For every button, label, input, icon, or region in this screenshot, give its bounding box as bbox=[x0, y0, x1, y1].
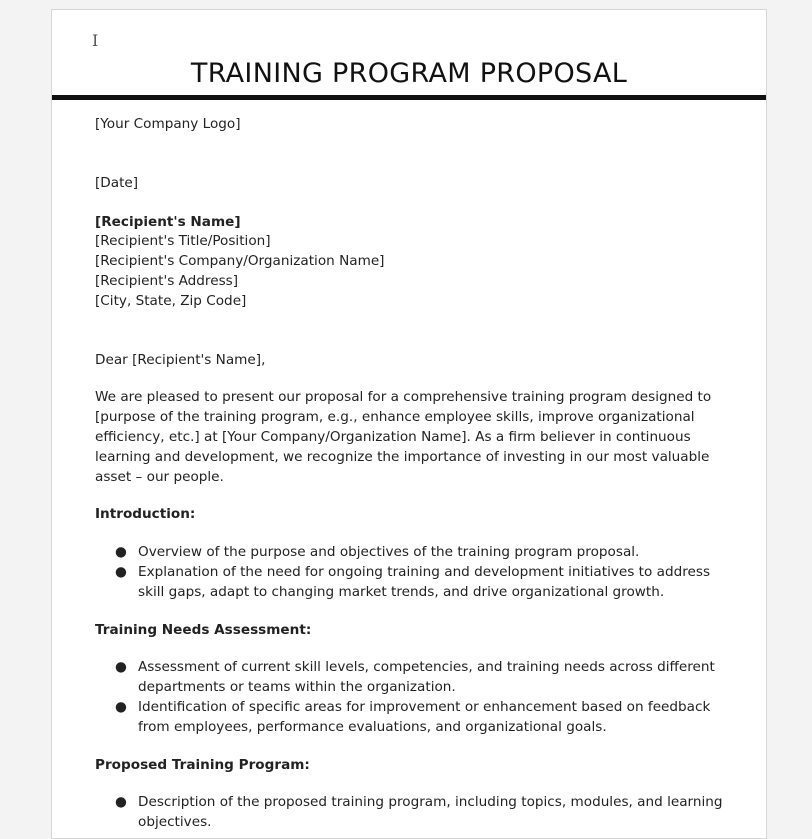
bullet-icon: ● bbox=[115, 794, 127, 811]
list-item-text: Identification of specific areas for improvement or enhancement based on feedback from employees, performance evaluations, and organizational goals. bbox=[138, 698, 711, 735]
recipient-name: [Recipient's Name] bbox=[95, 213, 241, 230]
intro-paragraph: We are pleased to present our proposal for a comprehensive training program designed to [purpose of the training program, e.g., enhance employee skills, improve organizational efficiency, etc.] at [Your Company/Organization Name]. As a firm believer in continuous learning and development, we recognize the importance of investing in our most valuable asset – our people. bbox=[95, 389, 712, 485]
document-body bbox=[95, 115, 726, 839]
date-placeholder: [Date] bbox=[95, 174, 139, 191]
bullet-icon: ● bbox=[115, 659, 127, 676]
bullet-icon: ● bbox=[115, 544, 127, 561]
section-heading-needs-assessment: Training Needs Assessment: bbox=[95, 621, 312, 638]
list-item bbox=[95, 698, 726, 738]
bullet-icon: ● bbox=[115, 563, 127, 580]
list-item-text: Overview of the purpose and objectives of the training program proposal. bbox=[138, 544, 640, 561]
section-heading-proposed-program: Proposed Training Program: bbox=[95, 756, 310, 773]
document-title: TRAINING PROGRAM PROPOSAL bbox=[190, 58, 628, 89]
list-item-text: Description of the proposed training program, including topics, modules, and learning objectives. bbox=[138, 794, 723, 831]
list-item bbox=[95, 543, 726, 563]
recipient-address-block bbox=[95, 213, 726, 312]
proposed-program-list bbox=[95, 793, 726, 833]
greeting: Dear [Recipient's Name], bbox=[95, 351, 266, 368]
recipient-address: [Recipient's Address] bbox=[95, 272, 239, 289]
recipient-company: [Recipient's Company/Organization Name] bbox=[95, 253, 385, 270]
list-item bbox=[95, 563, 726, 603]
recipient-city: [City, State, Zip Code] bbox=[95, 292, 247, 309]
text-cursor-icon: I bbox=[92, 31, 99, 50]
logo-placeholder: [Your Company Logo] bbox=[95, 116, 241, 132]
list-item bbox=[95, 658, 726, 698]
list-item-text: Assessment of current skill levels, competencies, and training needs across different departments or teams within the organization. bbox=[138, 659, 715, 696]
needs-assessment-list bbox=[95, 658, 726, 737]
document-page bbox=[51, 9, 767, 839]
recipient-title: [Recipient's Title/Position] bbox=[95, 233, 271, 250]
section-heading-introduction: Introduction: bbox=[95, 506, 196, 523]
introduction-list bbox=[95, 543, 726, 602]
title-divider bbox=[52, 95, 766, 100]
list-item-text: Explanation of the need for ongoing training and development initiatives to address skill gaps, adapt to changing market trends, and drive organizational growth. bbox=[138, 563, 711, 600]
list-item bbox=[95, 793, 726, 833]
bullet-icon: ● bbox=[115, 698, 127, 715]
